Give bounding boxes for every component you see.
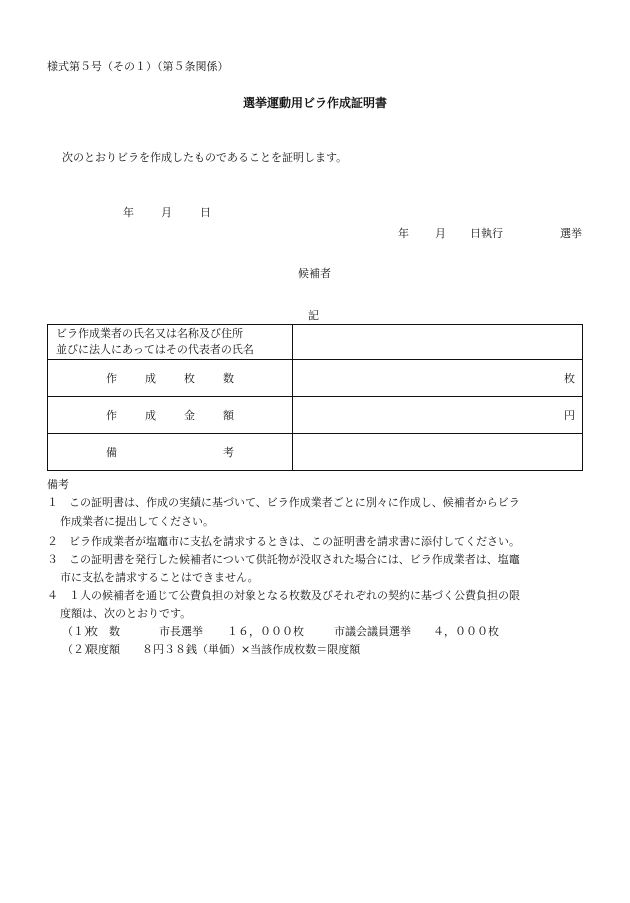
remarks-label-cell <box>48 434 293 471</box>
notes-heading: 備考 <box>47 478 69 491</box>
quantity-label-char: 数 <box>223 372 234 385</box>
amount-label-cell <box>48 397 293 434</box>
certificate-table <box>47 324 583 471</box>
issue-day-label: 日 <box>200 206 211 219</box>
vendor-label-line2: 並びに法人にあってはその代表者の氏名 <box>56 343 254 356</box>
amount-label-char: 成 <box>145 409 156 422</box>
quantity-label-char: 成 <box>145 372 156 385</box>
table-row <box>48 325 583 360</box>
amount-label-char: 金 <box>184 409 195 422</box>
quantity-value-cell[interactable] <box>293 360 583 397</box>
remarks-value-cell[interactable] <box>293 434 583 471</box>
vendor-label-line1: ビラ作成業者の氏名又は名称及び住所 <box>56 327 243 340</box>
mayor-election-label: 市長選挙 <box>159 625 203 638</box>
table-row <box>48 360 583 397</box>
document-title: 選挙運動用ビラ作成証明書 <box>242 96 387 110</box>
ki-label: 記 <box>308 309 319 322</box>
election-year-label: 年 <box>398 227 409 240</box>
election-held-label: 日執行 <box>470 227 503 240</box>
remarks-label-char: 備 <box>106 446 117 459</box>
note-3-line-2: 市に支払を請求することはできません。 <box>60 571 259 584</box>
election-kind-label: 選挙 <box>560 227 582 240</box>
amount-value-cell[interactable] <box>293 397 583 434</box>
sub-note-1-number: （１） <box>62 625 95 638</box>
sub-note-2-text: 限度額 ８円３８銭（単価）×当該作成枚数＝限度額 <box>87 643 361 656</box>
table-row <box>48 434 583 471</box>
vendor-label-cell <box>48 325 293 360</box>
quantity-label-char: 枚 <box>184 372 195 385</box>
candidate-label: 候補者 <box>298 267 331 280</box>
sub-note-1-label: 枚 数 <box>87 625 120 638</box>
amount-label-char: 作 <box>106 409 117 422</box>
issue-year-label: 年 <box>123 206 134 219</box>
quantity-unit: 枚 <box>564 372 575 385</box>
form-number: 様式第５号（その１）（第５条関係） <box>47 60 229 73</box>
sub-note-2-number: （２） <box>62 643 95 656</box>
amount-label-char: 額 <box>223 409 234 422</box>
council-election-label: 市議会議員選挙 <box>334 625 411 638</box>
note-1-line-2: 作成業者に提出してください。 <box>60 515 214 528</box>
remarks-label-char: 考 <box>223 446 234 459</box>
quantity-label-char: 作 <box>106 372 117 385</box>
note-4-line-2: 度額は、次のとおりです。 <box>60 607 192 620</box>
mayor-election-quantity: １６，０００枚 <box>227 625 304 638</box>
issue-month-label: 月 <box>161 206 172 219</box>
vendor-value-cell[interactable] <box>293 325 583 360</box>
amount-unit: 円 <box>564 409 575 422</box>
council-election-quantity: ４，０００枚 <box>433 625 499 638</box>
note-2: ２ ビラ作成業者が塩竈市に支払を請求するときは、この証明書を請求書に添付してください。 <box>47 535 520 548</box>
note-3-line-1: ３ この証明書を発行した候補者について供託物が没収された場合には、ビラ作成業者は、塩竈 <box>47 553 520 566</box>
note-1-line-1: １ この証明書は、作成の実績に基づいて、ビラ作成業者ごとに別々に作成し、候補者からビラ <box>47 496 520 509</box>
intro-text: 次のとおりビラを作成したものであることを証明します。 <box>62 151 348 164</box>
table-row <box>48 397 583 434</box>
quantity-label-cell <box>48 360 293 397</box>
note-4-line-1: ４ １人の候補者を通じて公費負担の対象となる枚数及びそれぞれの契約に基づく公費負担の限 <box>47 589 520 602</box>
election-month-label: 月 <box>435 227 446 240</box>
